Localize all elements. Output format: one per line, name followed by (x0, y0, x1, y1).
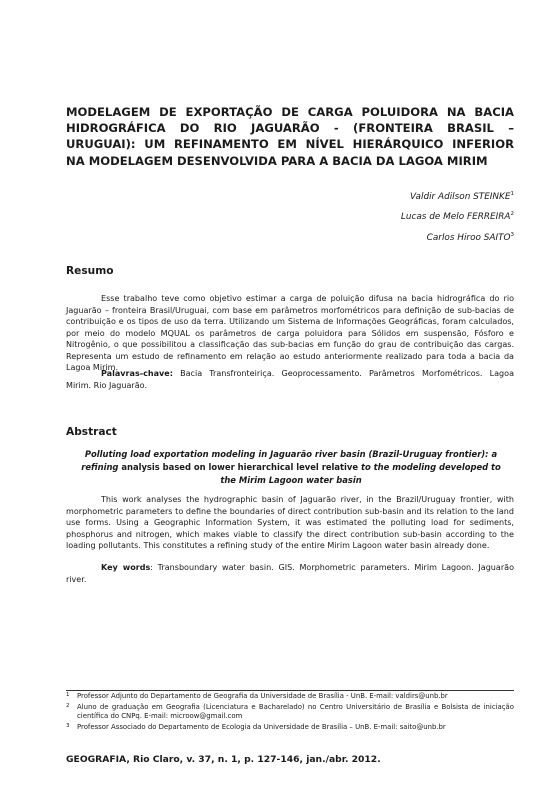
author-footnote-mark: 2 (510, 211, 514, 218)
footnote (66, 703, 514, 722)
resumo-body (66, 293, 514, 374)
abstract-heading: Abstract (66, 426, 117, 438)
paper-title (66, 104, 514, 169)
author-footnote-mark: 1 (510, 191, 514, 197)
resumo-heading: Resumo (66, 265, 114, 277)
author-footnote-mark: 3 (510, 231, 514, 238)
title-line: MODELAGEM DE EXPORTAÇÃO DE CARGA POLUIDORA NA BACIA (66, 105, 514, 119)
footnote (66, 723, 514, 732)
footnote-mark: 1 (66, 692, 70, 698)
english-title-part: analysis based on lower hierarchical level relative (121, 461, 359, 472)
abstract-text: This work analyses the hydrographic basin of Jaguarão river, in the Brazil/Uruguay frontier, with morphometric parameters to define the boundaries of direct contribution sub-basin and its relation to the land use forms. Using a Geographic Information System, it was estimated the polluting load for sediments, phosphorus and nitrogen, which makes viable to classify the direct contribution sub-basin according to the loading pollutants. This constitutes a refining study of the entire Mirim Lagoon water basin already done. (66, 495, 514, 551)
footnote-mark: 2 (66, 702, 70, 709)
keywords-text: Bacia Transfronteiriça. Geoprocessamento. Parâmetros Morfométricos. Lagoa Mirim. Rio Jaguarão. (66, 369, 514, 390)
english-title-part: to the modeling developed to the Mirim Lagoon water basin (220, 461, 501, 485)
resumo-keywords (66, 368, 514, 391)
keywords-label: Key words (101, 563, 151, 572)
resumo-text: Esse trabalho teve como objetivo estimar a carga de poluição difusa na bacia hidrográfica do rio Jaguarão – fronteira Brasil/Uruguai, com base em parâmetros morfométricos para definição de sub-bacias de contribuição e os tipos de uso da terra. Utilizando um Sistema de Informações Geográficas, foram calculados, por meio do modelo MQUAL os parâmetros de carga poluidora para Sólidos em suspensão, Fósforo e Nitrogênio, o que possibilitou a classificação das sub-bacias em função do grau de contribuição das cargas. Representa um estudo de refinamento em relação ao estudo anteriormente realizado para toda a bacia da Lagoa Mirim. (66, 294, 514, 373)
author (401, 227, 514, 247)
footnote-divider (66, 690, 514, 691)
author-name: Lucas de Melo FERREIRA (400, 212, 511, 223)
footnote-text: Professor Adjunto do Departamento de Geografia da Universidade de Brasília - UnB. E-mail: valdirs@unb.br (77, 692, 448, 700)
footnote-text: Professor Associado do Departamento de Ecologia da Universidade de Brasília – UnB. E-mail: saito@unb.br (77, 723, 446, 732)
abstract-body (66, 494, 514, 552)
keywords-text: : Transboundary water basin. GIS. Morphometric parameters. Mirim Lagoon. Jaguarão river. (66, 563, 514, 584)
author-list (401, 186, 514, 247)
author-name: Carlos Hiroo SAITO (426, 232, 511, 243)
english-title (78, 448, 504, 486)
author-name: Valdir Adilson STEINKE (410, 191, 511, 202)
title-line: HIDROGRÁFICA DO RIO JAGUARÃO - (FRONTEIRA BRASIL – (66, 121, 514, 136)
title-line: URUGUAI): UM REFINAMENTO EM NÍVEL HIERÁRQUICO INFERIOR (66, 137, 514, 152)
english-title-part: Polluting load exportation modeling in Jaguarão river basin (Brazil-Uruguay frontier): a refining (81, 449, 498, 472)
journal-citation: GEOGRAFIA, Rio Claro, v. 37, n. 1, p. 127-146, jan./abr. 2012. (66, 754, 381, 765)
title-line: NA MODELAGEM DESENVOLVIDA PARA A BACIA DA LAGOA MIRIM (66, 153, 488, 168)
footnote (66, 692, 514, 701)
footnotes (66, 692, 514, 734)
author (401, 186, 514, 206)
author (401, 206, 514, 226)
footnote-mark: 3 (66, 723, 70, 730)
abstract-keywords (66, 562, 514, 585)
footnote-text: Aluno de graduação em Geografia (Licenciatura e Bacharelado) no Centro Universitário de Brasília e Bolsista de iniciação científica do CNPq. E-mail: microow@gmail.com (77, 702, 514, 721)
keywords-label: Palavras-chave: (101, 369, 173, 378)
